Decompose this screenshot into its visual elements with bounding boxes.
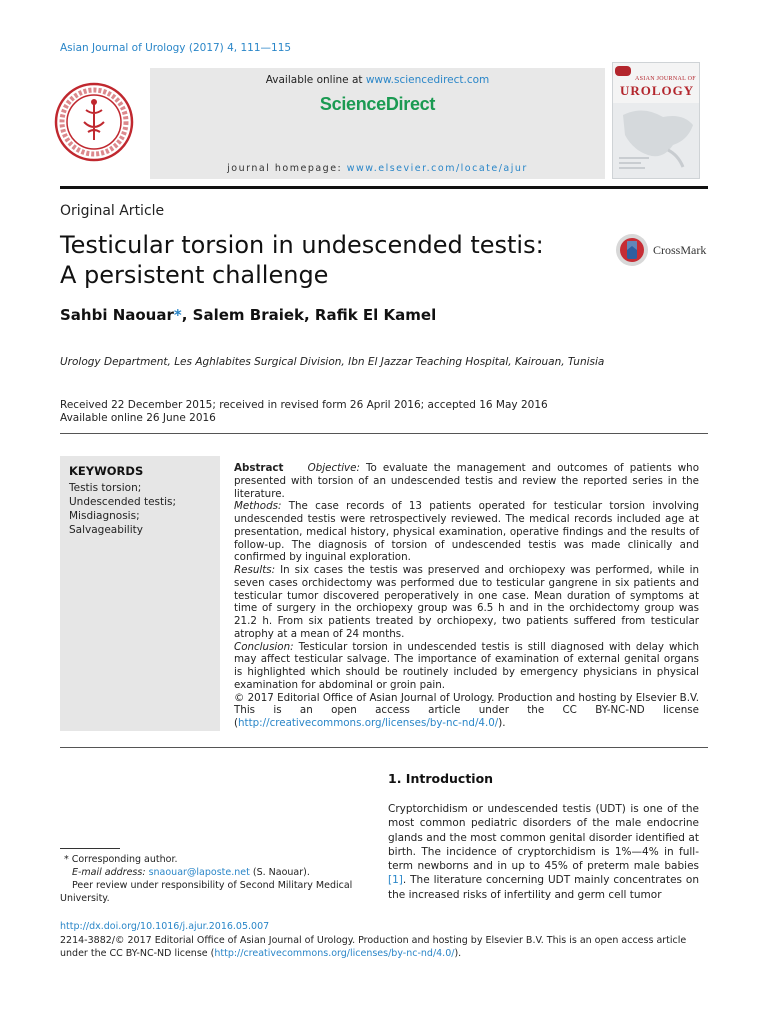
publisher-badge-icon <box>615 66 631 76</box>
footnote-rule <box>60 848 120 849</box>
sciencedirect-brand: ScienceDirect <box>319 94 436 114</box>
authors <box>60 306 436 324</box>
conclusion-text: Testicular torsion in undescended testis is still diagnosed with delay which may affect testicular salvage. The importance of examination of external genital organs is highlighted which should be routinely included by emergency physicians in physical examination for abdominal or groin pain. <box>234 640 699 691</box>
introduction-text <box>388 802 699 902</box>
sciencedirect-link[interactable]: www.sciencedirect.com <box>365 74 490 86</box>
abstract-label: Abstract <box>234 462 284 474</box>
sciencedirect-banner <box>150 68 605 179</box>
copyright-text: © 2017 Editorial Office of Asian Journal of Urology. Production and hosting by Elsevier B.V. This is an open access article under the CC BY-NC-ND license ( <box>234 691 699 729</box>
copyright-end: ). <box>498 717 506 729</box>
reference-link[interactable]: [1] <box>388 874 403 887</box>
cover-title-big: UROLOGY <box>620 83 695 98</box>
available-online-date: Available online 26 June 2016 <box>60 412 216 424</box>
email-note <box>60 866 368 879</box>
authors-rest: , Salem Braiek, Rafik El Kamel <box>181 306 437 324</box>
cover-map-graphic-icon <box>613 105 699 178</box>
crossmark-icon <box>615 233 649 267</box>
journal-citation: Asian Journal of Urology (2017) 4, 111—115 <box>60 42 292 54</box>
email-link[interactable]: snaouar@laposte.net <box>148 867 250 878</box>
issn-line <box>60 934 708 960</box>
intro-text-b: . The literature concerning UDT mainly concentrates on the increased risks of infertility and germ cell tumor <box>388 874 699 901</box>
footnotes <box>60 853 368 905</box>
corresponding-author-mark[interactable]: * <box>173 306 182 324</box>
available-prefix: Available online at <box>265 74 366 86</box>
keyword-item: Testis torsion; <box>69 482 142 494</box>
affiliation: Urology Department, Les Aghlabites Surgical Division, Ibn El Jazzar Teaching Hospital, Kairouan, Tunisia <box>60 356 605 368</box>
email-suffix: (S. Naouar). <box>249 867 310 878</box>
introduction-heading: 1. Introduction <box>388 771 494 786</box>
header-rule <box>60 186 708 189</box>
abstract-bottom-rule <box>60 747 708 748</box>
methods-text: The case records of 13 patients operated for testicular torsion involving undescended testis were retrospectively reviewed. The medical records included age at presentation, medical history, physical examination, operative findings and the results of follow-up. The diagnosis of torsion of undescended testis was made clinically and confirmed by inguinal exploration. <box>234 500 699 564</box>
journal-cover-thumbnail <box>612 62 700 179</box>
abstract-objective <box>234 462 699 500</box>
intro-text-a: Cryptorchidism or undescended testis (UDT) is one of the most common pediatric disorders of the male endocrine glands and the most common genital disorder identified at birth. The incidence of cryptorchidism is 1%—4% in full-term newborns and in up to 45% of preterm male babies <box>388 803 699 873</box>
article-dates <box>60 399 660 425</box>
author-1: Sahbi Naouar <box>60 306 174 324</box>
title-line-2: A persistent challenge <box>60 261 329 289</box>
peer-review-note: Peer review under responsibility of Second Military Medical University. <box>60 880 353 904</box>
results-label: Results: <box>234 564 276 576</box>
title-line-1: Testicular torsion in undescended testis: <box>60 231 544 259</box>
abstract-methods <box>234 500 699 564</box>
objective-label: Objective: <box>307 462 360 474</box>
keyword-item: Misdiagnosis; <box>69 510 140 522</box>
abstract <box>234 462 699 730</box>
abstract-results <box>234 564 699 641</box>
cover-title-small: ASIAN JOURNAL OF <box>635 76 696 82</box>
received-dates: Received 22 December 2015; received in revised form 26 April 2016; accepted 16 May 2016 <box>60 399 548 411</box>
university-seal-logo <box>54 82 134 162</box>
crossmark-button[interactable] <box>615 233 735 267</box>
crossmark-label: CrossMark <box>653 243 707 257</box>
license-link[interactable]: http://creativecommons.org/licenses/by-nc-nd/4.0/ <box>238 717 499 729</box>
journal-homepage-link[interactable]: www.elsevier.com/locate/ajur <box>346 163 528 174</box>
keywords-list <box>69 481 176 537</box>
abstract-copyright <box>234 692 699 730</box>
conclusion-label: Conclusion: <box>234 640 294 653</box>
article-type: Original Article <box>60 203 165 219</box>
corresponding-author-note: * Corresponding author. <box>64 854 178 865</box>
results-text: In six cases the testis was preserved and orchiopexy was performed, while in seven cases orchidectomy was performed due to testicular gangrene in six patients and testicular tumor discovered peroperatively in one case. Mean duration of symptoms at time of surgery in the orchiopexy group was 6.5 h and in the orchidectomy group was 21.2 h. From six patients treated by orchiopexy, two patients suffered from testicular atrophy at a mean of 24 months. <box>234 564 699 640</box>
available-online <box>150 74 605 86</box>
journal-homepage <box>150 163 605 174</box>
keywords-heading: KEYWORDS <box>69 464 144 478</box>
homepage-prefix: journal homepage: <box>227 163 347 174</box>
keyword-item: Undescended testis; <box>69 496 177 508</box>
issn-text: 2214-3882/© 2017 Editorial Office of Asian Journal of Urology. Production and hosting by Elsevier B.V. This is an open access article under the CC BY-NC-ND license ( <box>60 935 687 959</box>
abstract-top-rule <box>60 433 708 434</box>
methods-label: Methods: <box>234 500 282 513</box>
article-title <box>60 230 544 290</box>
keyword-item: Salvageability <box>69 524 143 536</box>
footer-license-link[interactable]: http://creativecommons.org/licenses/by-nc-nd/4.0/ <box>214 948 455 959</box>
doi-link[interactable]: http://dx.doi.org/10.1016/j.ajur.2016.05.007 <box>60 921 270 932</box>
email-label: E-mail address: <box>72 867 149 878</box>
keywords-box <box>60 456 220 731</box>
abstract-conclusion <box>234 641 699 692</box>
objective-text: To evaluate the management and outcomes of patients who presented with torsion of an undescended testis and review the reported series in the literature. <box>234 462 700 500</box>
issn-end: ). <box>454 948 462 959</box>
